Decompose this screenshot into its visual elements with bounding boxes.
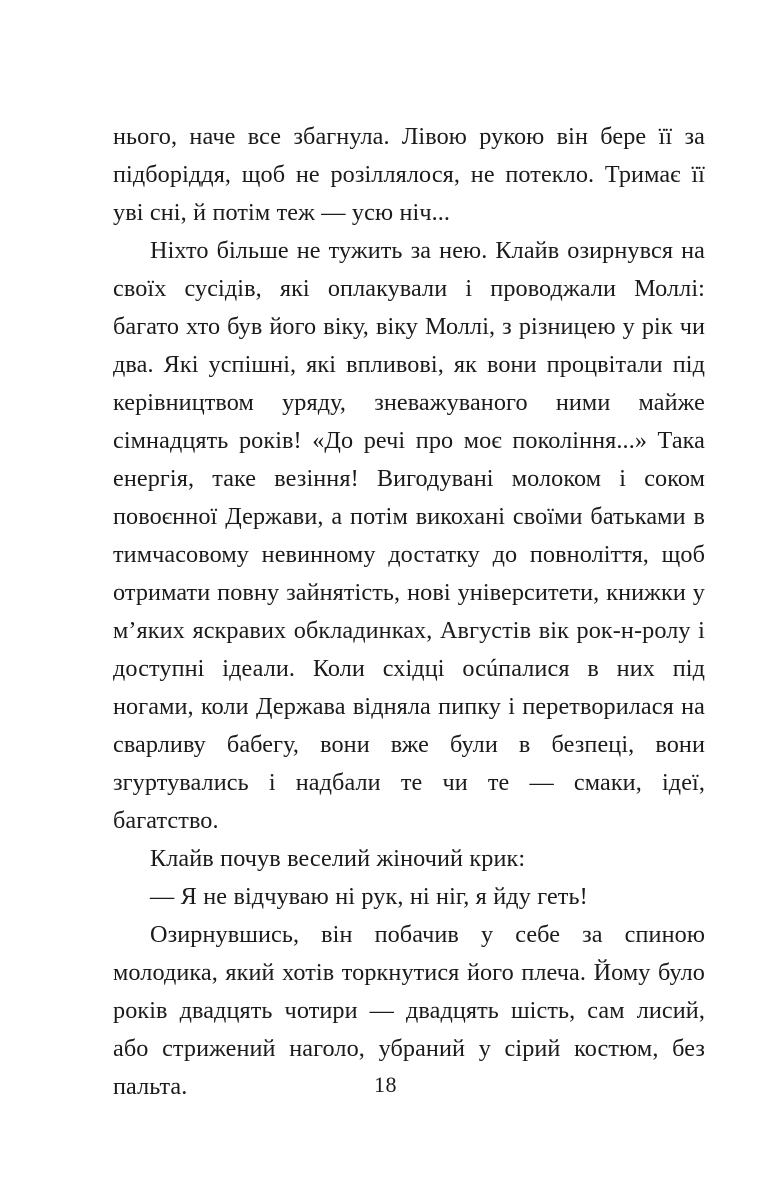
- paragraph: Ніхто більше не тужить за нею. Клайв озирнувся на своїх сусідів, які оплакували і проводжали Моллі: багато хто був його віку, віку Моллі, з різницею у рік чи два. Які успішні, які впливові, як вони процвітали під керівництвом уряду, зневажуваного ними майже сімнадцять років! «До речі про моє покоління...» Така енергія, таке везіння! Вигодувані молоком і соком повоєнної Держави, а потім викохані своїми батьками в тимчасовому невинному достатку до повноліття, щоб отримати повну зайнятість, нові університети, книжки у м’яких яскравих обкладинках, Августів вік рок-н-ролу і доступні ідеали. Коли східці осúпалися в них під ногами, коли Держава відняла пипку і перетворилася на сварливу бабегу, вони вже були в безпеці, вони згуртувались і надбали те чи те — смаки, ідеї, багатство.: [113, 237, 705, 834]
- page-text-block: [113, 118, 705, 1106]
- paragraph: Клайв почув веселий жіночий крик:: [150, 845, 526, 872]
- page-number: 18: [374, 1072, 397, 1097]
- dialogue-line: — Я не відчуваю ні рук, ні ніг, я йду геть!: [150, 883, 588, 910]
- paragraph: Озирнувшись, він побачив у себе за спиною молодика, який хотів торкнутися його плеча. Йому було років двадцять чотири — двадцять шість, сам лисий, або стрижений наголо, убраний у сірий костюм, без пальта.: [113, 921, 705, 1100]
- paragraph: нього, наче все збагнула. Лівою рукою він бере її за підборіддя, щоб не розіллялося, не потекло. Тримає її уві сні, й потім теж — усю ніч...: [113, 123, 705, 226]
